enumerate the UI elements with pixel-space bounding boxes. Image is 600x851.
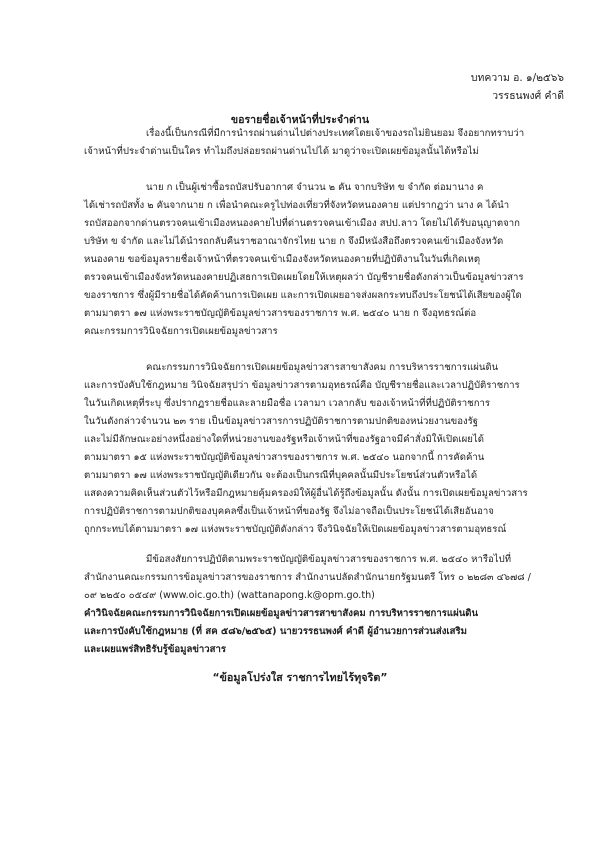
text-line: ในวันดังกล่าวจำนวน ๒๓ ราย เป็นข้อมูลข่าวสารการปฏิบัติราชการตามปกติของหน่วยงานของรัฐ	[84, 416, 479, 427]
text-line: และไม่มีลักษณะอย่างหนึ่งอย่างใดที่หน่วยงานของรัฐหรือเจ้าหน้าที่ของรัฐอาจมีคำสั่งมิให้เปิดเผยได้	[84, 434, 484, 445]
text-line: นาย ก เป็นผู้เช่าซื้อรถบัสปรับอากาศ จำนวน ๒ คัน จากบริษัท ข จำกัด ต่อมานาง ค	[146, 182, 484, 193]
text-line: บริษัท ข จำกัด และไม่ได้นำรถกลับคืนราชอาณาจักรไทย นาย ก จึงมีหนังสือถึงตรวจคนเข้าเมืองจังหวัด	[84, 236, 504, 247]
text-line: คณะกรรมการวินิจฉัยการเปิดเผยข้อมูลข่าวสารสาขาสังคม การบริหารราชการแผ่นดิน	[146, 362, 499, 373]
text-line: สำนักงานคณะกรรมการข้อมูลข่าวสารของราชการ สำนักงานปลัดสำนักนายกรัฐมนตรี โทร ๐ ๒๒๘๓ ๔๖๗๘ /	[84, 572, 531, 583]
text-line: มีข้อสงสัยการปฏิบัติตามพระราชบัญญัติข้อมูลข่าวสารของราชการ พ.ศ. ๒๕๔๐ หารือไปที่	[146, 554, 512, 565]
document-title: ขอรายชื่อเจ้าหน้าที่ประจำด่าน	[230, 114, 370, 126]
text-line: หนองคาย ขอข้อมูลรายชื่อเจ้าหน้าที่ตรวจคนเข้าเมืองจังหวัดหนองคายที่ปฏิบัติงานในวันที่เกิดเหตุ	[84, 254, 481, 265]
text-line: ตามมาตรา ๑๗ แห่งพระราชบัญญัติข้อมูลข่าวสารของราชการ พ.ศ. ๒๕๔๐ นาย ก จึงอุทธรณ์ต่อ	[84, 308, 477, 319]
text-line: ของราชการ ซึ่งผู้มีรายชื่อได้คัดค้านการเปิดเผย และการเปิดเผยอาจส่งผลกระทบถึงประโยชน์ได้เสียของผู้ใด	[84, 290, 522, 301]
text-line: การปฏิบัติราชการตามปกติของบุคคลซึ่งเป็นเจ้าหน้าที่ของรัฐ จึงไม่อาจถือเป็นประโยชน์ได้เสียอันอาจ	[84, 506, 494, 517]
text-line: ได้เช่ารถบัสทั้ง ๒ คันจากนาย ก เพื่อนำคณะครูไปท่องเที่ยวที่จังหวัดหนองคาย แต่ปรากฏว่า นาง ค ได้นำ	[84, 200, 510, 211]
text-line: เรื่องนี้เป็นกรณีที่มีการนำรถผ่านด่านไปต่างประเทศโดยเจ้าของรถไม่ยินยอม จึงอยากทราบว่า	[146, 128, 525, 139]
text-line: ถูกกระทบได้ตามมาตรา ๑๗ แห่งพระราชบัญญัติดังกล่าว จึงวินิจฉัยให้เปิดเผยข้อมูลข่าวสารตามอุทธรณ์	[84, 524, 507, 535]
contact-line: ๐๙ ๒๒๕๐ ๐๕๔๙ (www.oic.go.th) (wattanapong.k@opm.go.th)	[84, 590, 375, 601]
text-line: แสดงความคิดเห็นส่วนตัวไว้หรือมีกฎหมายคุ้มครองมิให้ผู้อื่นได้รู้ถึงข้อมูลนั้น ดังนั้น การเปิดเผยข้อมูลข่าวสาร	[84, 488, 528, 499]
text-line: และเผยแพร่สิทธิรับรู้ข้อมูลข่าวสาร	[84, 644, 227, 655]
text-line: ตามมาตรา ๑๕ แห่งพระราชบัญญัติข้อมูลข่าวสารของราชการ พ.ศ. ๒๕๔๐ นอกจากนี้ การคัดค้าน	[84, 452, 485, 463]
slogan: “ข้อมูลโปร่งใส ราชการไทยไร้ทุจริต”	[212, 671, 388, 684]
text-line: คำวินิจฉัยคณะกรรมการวินิจฉัยการเปิดเผยข้อมูลข่าวสารสาขาสังคม การบริหารราชการแผ่นดิน	[84, 608, 479, 619]
text-line: คณะกรรมการวินิจฉัยการเปิดเผยข้อมูลข่าวสาร	[84, 326, 278, 337]
text-line: รถบัสออกจากด่านตรวจคนเข้าเมืองหนองคายไปที่ด่านตรวจคนเข้าเมือง สปป.ลาว โดยไม่ได้รับอนุญาตจาก	[84, 218, 520, 229]
text-line: เจ้าหน้าที่ประจำด่านเป็นใคร ทำไมถึงปล่อยรถผ่านด่านไปได้ มาดูว่าจะเปิดเผยข้อมูลนั้นได้หรือไม่	[84, 146, 479, 157]
text-line: ในวันเกิดเหตุที่ระบุ ซึ่งปรากฏรายชื่อและลายมือชื่อ เวลามา เวลากลับ ของเจ้าหน้าที่ที่ปฏิบัติราชการ	[84, 398, 491, 409]
text-line: ตามมาตรา ๑๗ แห่งพระราชบัญญัติเดียวกัน จะต้องเป็นกรณีที่บุคคลนั้นมีประโยชน์ส่วนตัวหรือได้	[84, 470, 478, 481]
reference-number: บทความ อ. ๑/๒๕๖๖	[470, 72, 564, 84]
text-line: และการบังคับใช้กฎหมาย วินิจฉัยสรุปว่า ข้อมูลข่าวสารตามอุทธรณ์คือ บัญชีรายชื่อและเวลาปฏิบัติราชการ	[84, 380, 520, 391]
text-line: และการบังคับใช้กฎหมาย (ที่ สค ๕๘๖/๒๕๖๕) นายวรรธนพงศ์ คำดี ผู้อำนวยการส่วนส่งเสริม	[84, 626, 467, 637]
text-line: ตรวจคนเข้าเมืองจังหวัดหนองคายปฏิเสธการเปิดเผยโดยให้เหตุผลว่า บัญชีรายชื่อดังกล่าวเป็นข้อมูลข่าวสาร	[84, 272, 524, 283]
author-name: วรรธนพงศ์ คำดี	[492, 90, 564, 102]
